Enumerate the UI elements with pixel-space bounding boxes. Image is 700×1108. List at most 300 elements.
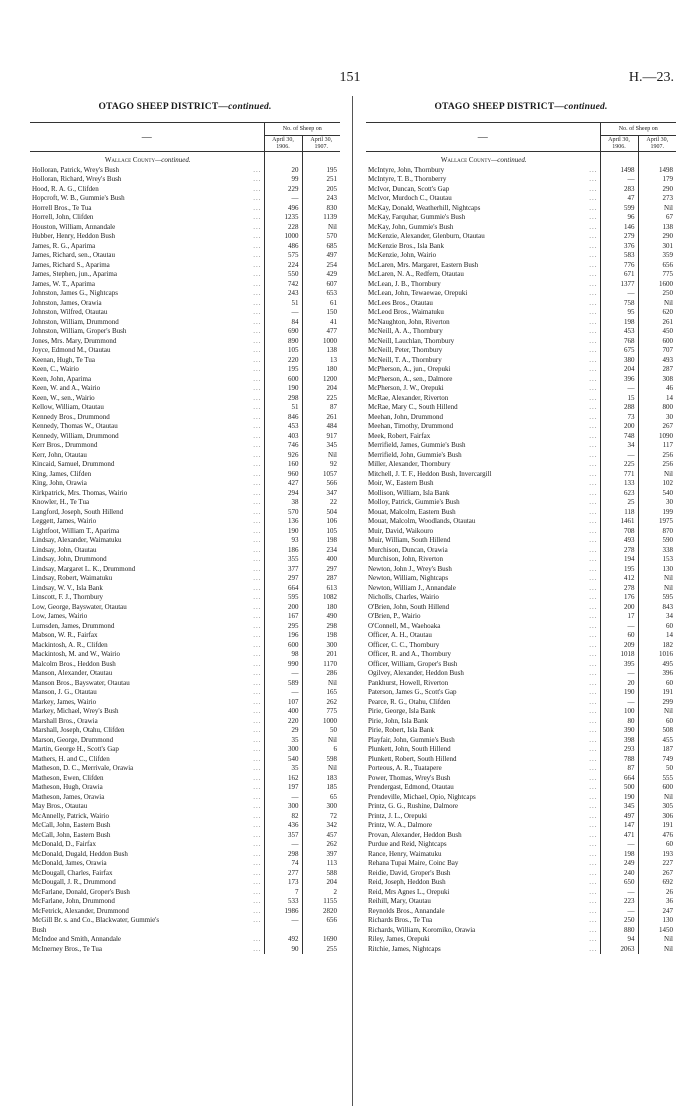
table-row	[366, 517, 676, 527]
sheep-1907: 287	[326, 574, 337, 582]
sheep-1907: 72	[330, 811, 337, 820]
table-row	[30, 574, 340, 584]
sheep-1906: 209	[600, 641, 638, 651]
sheep-1907: 300	[326, 640, 337, 649]
sheep-1907: 225	[326, 393, 337, 402]
owner-name: ... Mackintosh, M. and W., Wairio	[30, 650, 264, 660]
table-row	[366, 717, 676, 727]
sheep-1907: Nil	[664, 469, 673, 478]
sheep-1906: 492	[264, 935, 302, 945]
owner-name: ... McPherson, J. W., Orepuki	[366, 384, 600, 394]
sheep-1907: 287	[662, 365, 673, 373]
sheep-1907: 2820	[323, 906, 337, 915]
owner-name: ... Keen, C., Wairio	[30, 365, 264, 375]
sheep-1906: 7	[264, 888, 302, 898]
sheep-1907: Nil	[664, 574, 673, 582]
table-row	[366, 213, 676, 223]
sheep-1907: 67	[666, 213, 673, 221]
sheep-1906: 94	[600, 935, 638, 945]
sheep-1906: 1235	[264, 213, 302, 223]
table-row	[30, 612, 340, 622]
table-row	[366, 536, 676, 546]
sheep-1907: 830	[326, 203, 337, 212]
sheep-1907: 653	[326, 289, 337, 297]
sheep-1907: 204	[326, 878, 337, 886]
owner-name: ... Rance, Henry, Waimatuku	[366, 850, 600, 860]
table-row	[30, 878, 340, 888]
owner-name: ... Mollison, William, Isla Bank	[366, 489, 600, 499]
table-row	[366, 555, 676, 565]
sheep-1906: 15	[600, 394, 638, 404]
sheep-1907: 620	[662, 308, 673, 316]
page-number: 151	[339, 70, 361, 85]
table-row	[30, 527, 340, 537]
sheep-1907: 36	[666, 897, 673, 905]
owner-name: ... Officer, A. H., Otautau	[366, 631, 600, 641]
sheep-1906: 746	[264, 441, 302, 451]
sheep-1907: 180	[326, 365, 337, 373]
sheep-1907: 457	[326, 830, 337, 839]
table-row	[366, 546, 676, 556]
sheep-1907: 598	[326, 754, 337, 763]
owner-name: ... Riley, James, Orepuki	[366, 935, 600, 945]
table-row	[366, 907, 676, 917]
table-row	[366, 574, 676, 584]
owner-name: ... Moir, W., Eastern Bush	[366, 479, 600, 489]
table-row	[30, 242, 340, 252]
sheep-1906: 223	[600, 897, 638, 907]
table-row	[366, 175, 676, 185]
sheep-1906: 771	[600, 470, 638, 480]
sheep-1907: 130	[662, 564, 673, 573]
table-row	[30, 508, 340, 518]
table-row	[30, 318, 340, 328]
sheep-1906: 136	[264, 517, 302, 527]
sheep-1906: 240	[600, 869, 638, 879]
table-row	[366, 926, 676, 936]
sheep-1907: 247	[662, 906, 673, 915]
owner-name: ... Kerr, John, Otautau	[30, 451, 264, 461]
sheep-1906: 277	[264, 869, 302, 879]
table-row	[30, 755, 340, 765]
owner-name: ... McFetrick, Alexander, Drummond	[30, 907, 264, 917]
sheep-1906: 90	[264, 945, 302, 955]
sheep-1906: 345	[600, 802, 638, 812]
sheep-1907: 308	[662, 374, 673, 383]
owner-name: ... Reidie, David, Groper's Bush	[366, 869, 600, 879]
table-row	[366, 688, 676, 698]
table-row	[30, 774, 340, 784]
sheep-1906: 173	[264, 878, 302, 888]
sheep-1906: —	[264, 688, 302, 698]
owner-name: ... McCall, John, Eastern Bush	[30, 831, 264, 841]
sheep-1907: 1000	[323, 336, 337, 345]
table-row	[30, 470, 340, 480]
owner-name: ... Hood, R. A. G., Clifden	[30, 185, 264, 195]
sheep-1907: 476	[662, 830, 673, 839]
table-row	[366, 261, 676, 271]
sheep-1907: 306	[662, 811, 673, 820]
sheep-1907: 345	[326, 441, 337, 449]
owner-name: ... Horrell Bros., Te Tua	[30, 204, 264, 214]
owner-name: ... McNeill, T. A., Thornbury	[366, 356, 600, 366]
owner-name: ... McDonald, Dugald, Heddon Bush	[30, 850, 264, 860]
sheep-1907: Nil	[664, 792, 673, 801]
sheep-1906: 1018	[600, 650, 638, 660]
sheep-1907: 6	[333, 745, 337, 753]
sheep-1907: 273	[662, 194, 673, 202]
table-row	[30, 603, 340, 613]
sheep-1906: 599	[600, 204, 638, 214]
owner-name: ... Porteous, A. R., Tuatapere	[366, 764, 600, 774]
sheep-1907: 588	[326, 868, 337, 877]
table-row	[366, 726, 676, 736]
table-row	[30, 213, 340, 223]
sheep-1906: 357	[264, 831, 302, 841]
table-row	[366, 774, 676, 784]
table-row	[30, 679, 340, 689]
sheep-1906: 708	[600, 527, 638, 537]
owner-name: ... McNeill, Lauchlan, Thornbury	[366, 337, 600, 347]
table-row	[366, 194, 676, 204]
owner-name: ... Mathers, H. and C., Clifden	[30, 755, 264, 765]
sheep-1907: 138	[326, 346, 337, 354]
table-row	[366, 508, 676, 518]
owner-name: ... Merrifield, John, Gummie's Bush	[366, 451, 600, 461]
owner-name: ... Plunkett, Robert, South Hillend	[366, 755, 600, 765]
sheep-1907: 305	[662, 802, 673, 810]
sheep-1906: 990	[264, 660, 302, 670]
table-row	[30, 346, 340, 356]
sheep-1906: —	[600, 451, 638, 461]
owner-name: ... McKay, Donald, Weatherhill, Nightcaps	[366, 204, 600, 214]
table-row	[366, 593, 676, 603]
sheep-1907: 1498	[659, 165, 673, 174]
owner-name: ... Low, George, Bayswater, Otautau	[30, 603, 264, 613]
sheep-1907: 102	[662, 479, 673, 487]
table-row	[366, 270, 676, 280]
table-row	[366, 850, 676, 860]
name-column-header: —	[30, 123, 264, 152]
sheep-1906: 294	[264, 489, 302, 499]
sheep-1907: 254	[326, 260, 337, 269]
owner-name: ... Matheson, Ewen, Clifden	[30, 774, 264, 784]
sheep-1906: 300	[264, 802, 302, 812]
sheep-1907: 65	[330, 792, 337, 801]
table-row	[30, 821, 340, 831]
table-row	[30, 831, 340, 841]
sheep-1907: 201	[326, 650, 337, 658]
sheep-1906: 51	[264, 299, 302, 309]
owner-name: ... McFarlane, John, Drummond	[30, 897, 264, 907]
sheep-1906: 1986	[264, 907, 302, 917]
year-1907-header: April 30, 1907.	[302, 136, 340, 152]
owner-name: ... Prendergast, Edmond, Otautau	[366, 783, 600, 793]
table-row	[366, 280, 676, 290]
sheep-1907: 14	[666, 631, 673, 639]
table-row	[30, 935, 340, 945]
table-row	[366, 764, 676, 774]
table-row	[30, 840, 340, 850]
county-heading: Wallace County—continued.	[30, 156, 340, 166]
table-row	[366, 432, 676, 442]
sheep-1906: 497	[600, 812, 638, 822]
owner-name: ... Keen, John, Aparima	[30, 375, 264, 385]
sheep-1906: 589	[264, 679, 302, 689]
table-row	[30, 926, 340, 936]
sheep-1907: 179	[662, 175, 673, 183]
sheep-1907: 429	[326, 270, 337, 278]
sheep-1906: 595	[264, 593, 302, 603]
sheep-1906: 890	[264, 337, 302, 347]
sheep-1907: 540	[662, 488, 673, 497]
sheep-1907: 1000	[323, 716, 337, 725]
sheep-1906: 162	[264, 774, 302, 784]
sheep-1907: 50	[330, 726, 337, 734]
sheep-1907: 508	[662, 726, 673, 734]
owner-name: ... Johnston, Wilfred, Otautau	[30, 308, 264, 318]
sheep-1907: 290	[662, 232, 673, 240]
sheep-1906: 540	[264, 755, 302, 765]
sheep-1906: 35	[264, 764, 302, 774]
sheep-1907: 286	[326, 669, 337, 677]
sheep-1907: 105	[326, 526, 337, 535]
owner-name: ... Marson, George, Drummond	[30, 736, 264, 746]
sheep-1906: 34	[600, 441, 638, 451]
sheep-1907: 234	[326, 545, 337, 554]
sheep-1906: 147	[600, 821, 638, 831]
owner-name: ... Muir, William, South Hillend	[366, 536, 600, 546]
table-row	[366, 232, 676, 242]
owner-name: ... McPherson, A., sen., Dalmore	[366, 375, 600, 385]
sheep-1907: 775	[662, 270, 673, 278]
table-row	[30, 945, 340, 955]
owner-name: ... Plunkett, John, South Hillend	[366, 745, 600, 755]
sheep-1907: 185	[326, 783, 337, 791]
sheep-1906: 195	[600, 565, 638, 575]
table-row	[30, 650, 340, 660]
table-row	[30, 859, 340, 869]
owner-name: ... Kennedy Bros., Drummond	[30, 413, 264, 423]
table-row	[366, 793, 676, 803]
sheep-1906: 190	[264, 384, 302, 394]
sheep-1906: 788	[600, 755, 638, 765]
sheep-1906: 493	[600, 536, 638, 546]
sheep-1906: 298	[264, 850, 302, 860]
sheep-1907: 193	[662, 849, 673, 858]
owner-name: ... Kincaid, Samuel, Drummond	[30, 460, 264, 470]
sheep-1907: 46	[666, 384, 673, 392]
table-row	[366, 669, 676, 679]
table-row	[30, 337, 340, 347]
table-row	[366, 289, 676, 299]
table-row	[366, 679, 676, 689]
sheep-1906: 198	[600, 318, 638, 328]
sheep-1907: 800	[662, 403, 673, 411]
sheep-1906: 229	[264, 185, 302, 195]
table-row	[366, 356, 676, 366]
owner-name: ... McNeill, A. A., Thornbury	[366, 327, 600, 337]
sheep-1907: 342	[326, 821, 337, 829]
table-row	[30, 403, 340, 413]
sheep-1907: 843	[662, 602, 673, 611]
sheep-1906: 600	[264, 641, 302, 651]
sheep-1907: 1170	[323, 659, 337, 668]
sheep-1906: 198	[600, 850, 638, 860]
table-row	[30, 261, 340, 271]
sheep-1906: —	[600, 622, 638, 632]
table-row	[366, 299, 676, 309]
table-row	[30, 897, 340, 907]
table-row	[30, 907, 340, 917]
sheep-1907: 251	[326, 175, 337, 183]
table-row	[366, 821, 676, 831]
owner-name: ... Markey, James, Wairio	[30, 698, 264, 708]
table-row	[30, 175, 340, 185]
section-title: OTAGO SHEEP DISTRICT—continued.	[434, 102, 608, 112]
table-row	[30, 356, 340, 366]
sheep-1906: —	[264, 793, 302, 803]
sheep-1907: 182	[662, 640, 673, 649]
sheep-1906: 550	[264, 270, 302, 280]
sheep-1906: —	[600, 384, 638, 394]
sheep-1906: 377	[264, 565, 302, 575]
sheep-1907: 290	[662, 184, 673, 193]
table-row	[30, 460, 340, 470]
owner-name: ... Matheson, Hugh, Orawia	[30, 783, 264, 793]
sheep-table-left	[30, 122, 340, 954]
table-row	[30, 546, 340, 556]
table-row	[30, 413, 340, 423]
sheep-1906: 427	[264, 479, 302, 489]
owner-name: ... Merrifield, James, Gummie's Bush	[366, 441, 600, 451]
table-row	[366, 812, 676, 822]
table-row	[30, 593, 340, 603]
sheep-1906: 84	[264, 318, 302, 328]
sheep-1907: 347	[326, 488, 337, 497]
sheep-1906: 196	[264, 631, 302, 641]
owner-name: ... McNeill, Peter, Thornbury	[366, 346, 600, 356]
table-row	[366, 935, 676, 945]
sheep-1906: —	[600, 907, 638, 917]
sheep-1907: Nil	[664, 707, 673, 715]
sheep-1906: 298	[264, 394, 302, 404]
sheep-1906: —	[264, 916, 302, 926]
owner-name: ... McDonald, James, Orawia	[30, 859, 264, 869]
table-row	[366, 403, 676, 413]
sheep-1907: 707	[662, 346, 673, 354]
sheep-1906: 496	[264, 204, 302, 214]
owner-name: ... Lindsay, W. V., Isla Bank	[30, 584, 264, 594]
table-row	[30, 451, 340, 461]
sheep-1907: 30	[666, 498, 673, 506]
sheep-table-right	[366, 122, 676, 954]
owner-name: ... Manson Bros., Bayswater, Otautau	[30, 679, 264, 689]
sheep-1907: 50	[666, 764, 673, 772]
table-row	[30, 517, 340, 527]
owner-name: ... Leggett, James, Wairio	[30, 517, 264, 527]
sheep-1907: 298	[326, 621, 337, 630]
owner-name: ... Kennedy, William, Drummond	[30, 432, 264, 442]
owner-name: ... McKenzie, Alexander, Glenburn, Otautau	[366, 232, 600, 242]
table-row	[30, 698, 340, 708]
sheep-1906: —	[264, 669, 302, 679]
sheep-1907: Nil	[664, 935, 673, 943]
table-row	[366, 384, 676, 394]
sheep-1906: 395	[600, 660, 638, 670]
owner-name: ... Rehana Tupai Maire, Coinc Bay	[366, 859, 600, 869]
table-row	[366, 603, 676, 613]
table-row	[366, 878, 676, 888]
table-row	[30, 631, 340, 641]
owner-name: ... Kerr Bros., Drummond	[30, 441, 264, 451]
owner-name: ... Linscott, F. J., Thornbury	[30, 593, 264, 603]
sheep-1906: 186	[264, 546, 302, 556]
sheep-1906: 220	[264, 717, 302, 727]
table-row	[30, 555, 340, 565]
table-row	[366, 422, 676, 432]
sheep-1907: 256	[662, 450, 673, 459]
sheep-1906: 288	[600, 403, 638, 413]
sheep-1906: 82	[264, 812, 302, 822]
table-row	[366, 479, 676, 489]
sheep-1906: 533	[264, 897, 302, 907]
sheep-1907: 261	[662, 317, 673, 326]
sheep-1906: 96	[600, 213, 638, 223]
owner-name: ... Pearce, R. G., Otahu, Clifden	[366, 698, 600, 708]
owner-name: ... Officer, William, Groper's Bush	[366, 660, 600, 670]
sheep-1907: 450	[662, 327, 673, 335]
sheep-1906: 146	[600, 223, 638, 233]
owner-name: ... Nicholls, Charles, Wairio	[366, 593, 600, 603]
sheep-1906: 776	[600, 261, 638, 271]
sheep-1906: —	[264, 308, 302, 318]
owner-name: ... McLaren, N. A., Redfern, Otautau	[366, 270, 600, 280]
sheep-1907: 130	[662, 916, 673, 924]
sheep-1906: 960	[264, 470, 302, 480]
owner-name: ... Ritchie, James, Nightcaps	[366, 945, 600, 955]
sheep-1907: 359	[662, 251, 673, 259]
owner-name: ... McGill Br. s. and Co., Blackwater, Gummie's	[30, 916, 264, 926]
sheep-1906: 1461	[600, 517, 638, 527]
sheep-1907: 613	[326, 583, 337, 592]
owner-name: ... McNaughton, John, Riverton	[366, 318, 600, 328]
column-divider	[352, 96, 353, 1106]
sheep-1906: 118	[600, 508, 638, 518]
owner-name: ... Murchison, John, Riverton	[366, 555, 600, 565]
sheep-1907: 566	[326, 479, 337, 487]
sheep-1907: 455	[662, 735, 673, 744]
sheep-1906: 279	[600, 232, 638, 242]
owner-name: ... Matheson, James, Orawia	[30, 793, 264, 803]
sheep-1906: 220	[264, 356, 302, 366]
sheep-1906: 200	[600, 422, 638, 432]
sheep-1907: 338	[662, 545, 673, 554]
sheep-1907: 1200	[323, 374, 337, 383]
sheep-1906: 390	[600, 726, 638, 736]
sheep-1907: 138	[662, 222, 673, 231]
sheep-1906: 204	[600, 365, 638, 375]
table-row	[30, 764, 340, 774]
owner-name: ... Langford, Joseph, South Hillend	[30, 508, 264, 518]
sheep-1907: 195	[326, 165, 337, 174]
table-row	[30, 565, 340, 575]
sheep-1907: 1690	[323, 935, 337, 943]
table-row	[30, 536, 340, 546]
sheep-1907: 600	[662, 336, 673, 345]
owner-name: ... Officer, R. and A., Thornbury	[366, 650, 600, 660]
table-row	[30, 489, 340, 499]
